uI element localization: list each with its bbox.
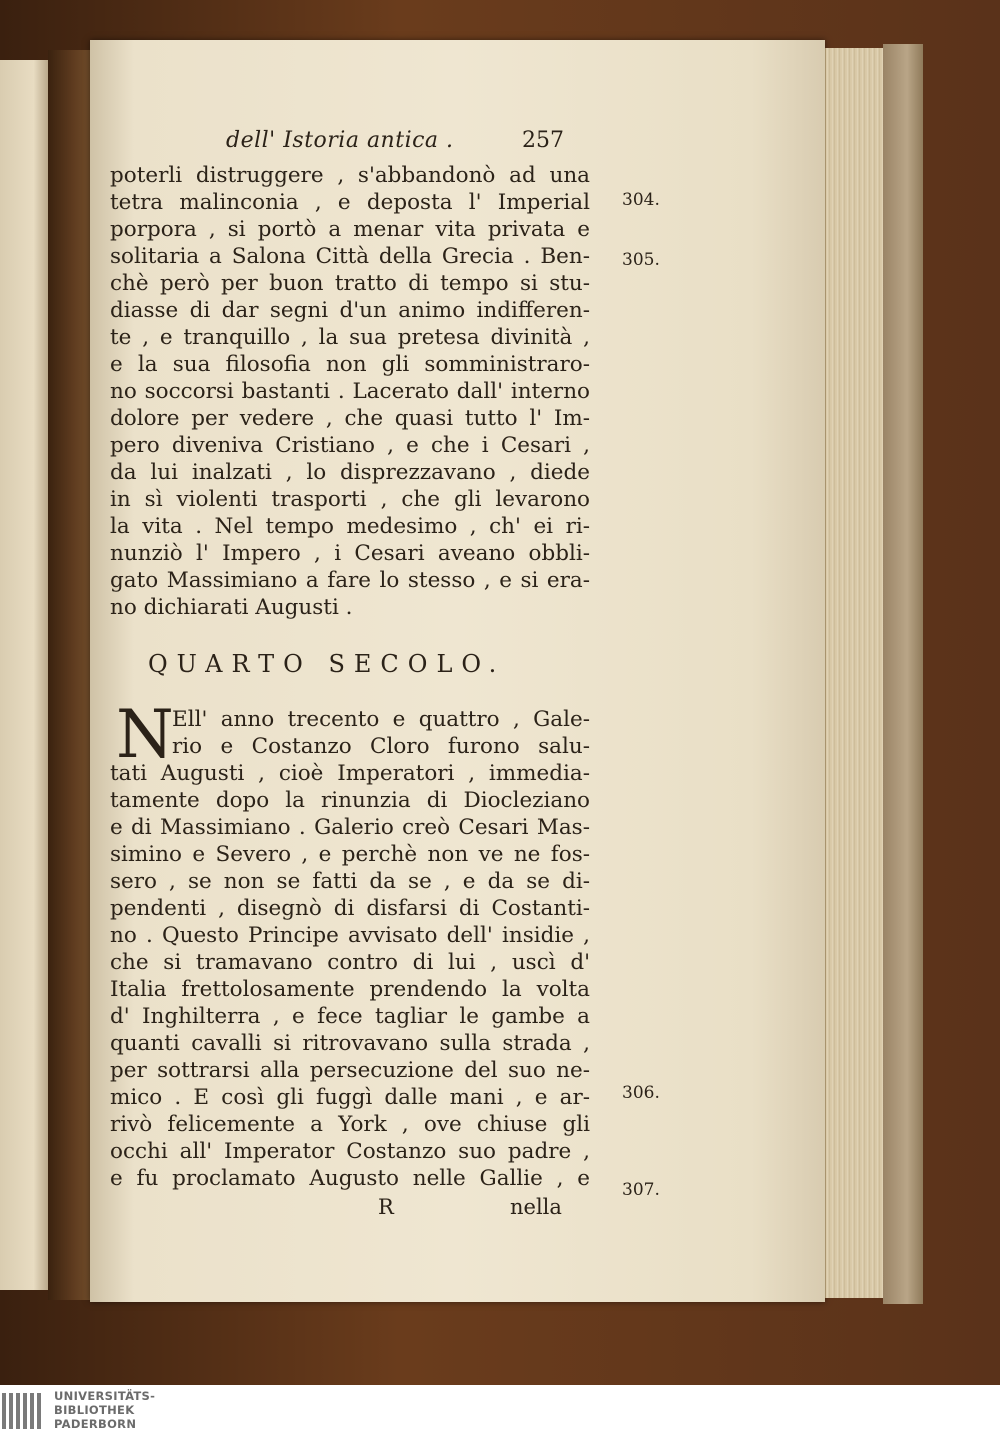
text-line: no soccorsi bastanti . Lacerato dall' interno — [110, 379, 590, 404]
text-line: che si tramavano contro di lui , uscì d' — [110, 950, 590, 975]
facing-page-edge — [0, 60, 50, 1290]
text-line: sero , se non se fatti da se , e da se di- — [110, 869, 590, 894]
text-line: quanti cavalli si ritrovavano sulla strada , — [110, 1031, 590, 1056]
text-line: tati Augusti , cioè Imperatori , immedia- — [110, 761, 590, 786]
text-line: in sì violenti trasporti , che gli levarono — [110, 487, 590, 512]
drop-cap: N — [116, 696, 174, 773]
margin-year: 306. — [622, 1083, 660, 1103]
text-line: e di Massimiano . Galerio creò Cesari Mas- — [110, 815, 590, 840]
signature-mark: R — [378, 1195, 394, 1219]
text-line: diasse di dar segni d'un animo indifferen- — [110, 298, 590, 323]
library-logo-icon — [0, 1391, 48, 1431]
running-head-title: dell' Istoria antica . — [226, 128, 454, 153]
text-line: Italia frettolosamente prendendo la volta — [110, 977, 590, 1002]
text-line: occhi all' Imperator Costanzo suo padre , — [110, 1139, 590, 1164]
text-line: dolore per vedere , che quasi tutto l' Im- — [110, 406, 590, 431]
text-line: mico . E così gli fuggì dalle mani , e ar- — [110, 1085, 590, 1110]
text-line: poterli distruggere , s'abbandonò ad una — [110, 163, 590, 188]
text-line: no dichiarati Augusti . — [110, 595, 353, 620]
text-line: gato Massimiano a fare lo stesso , e si era- — [110, 568, 590, 593]
logo-line: UNIVERSITÄTS- — [54, 1389, 156, 1403]
footer-bar — [0, 1385, 1000, 1437]
text-line: solitaria a Salona Città della Grecia . Ben- — [110, 244, 590, 269]
text-line: te , e tranquillo , la sua pretesa divinità , — [110, 325, 590, 350]
margin-year: 304. — [622, 190, 660, 210]
text-line: tetra malinconia , e deposta l' Imperial — [110, 190, 590, 215]
page-number: 257 — [522, 128, 564, 153]
text-line: d' Inghilterra , e fece tagliar le gambe a — [110, 1004, 590, 1029]
text-line: e la sua filosofia non gli somministraro- — [110, 352, 590, 377]
text-line: rivò felicemente a York , ove chiuse gli — [110, 1112, 590, 1137]
running-head — [226, 128, 596, 164]
logo-line: BIBLIOTHEK — [54, 1403, 135, 1417]
text-line: pendenti , disegnò di disfarsi di Costanti- — [110, 896, 590, 921]
text-line: simino e Severo , e perchè non ve ne fos- — [110, 842, 590, 867]
margin-year: 305. — [622, 250, 660, 270]
book-cover-edge — [883, 44, 923, 1304]
section-heading: QUARTO SECOLO. — [148, 650, 506, 678]
page-edges — [825, 48, 884, 1298]
text-line: da lui inalzati , lo disprezzavano , diede — [110, 460, 590, 485]
library-logo-text — [54, 1389, 155, 1431]
text-line: per sottrarsi alla persecuzione del suo ne- — [110, 1058, 590, 1083]
text-line: porpora , si portò a menar vita privata e — [110, 217, 590, 242]
text-line: tamente dopo la rinunzia di Diocleziano — [110, 788, 590, 813]
text-line: rio e Costanzo Cloro furono salu- — [172, 734, 590, 759]
text-line: pero diveniva Cristiano , e che i Cesari , — [110, 433, 590, 458]
text-line: Ell' anno trecento e quattro , Gale- — [172, 707, 590, 732]
margin-year: 307. — [622, 1180, 660, 1200]
text-line: nunziò l' Impero , i Cesari aveano obbli- — [110, 541, 590, 566]
text-line: la vita . Nel tempo medesimo , ch' ei ri- — [110, 514, 590, 539]
catchword: nella — [510, 1195, 562, 1219]
text-line: no . Questo Principe avvisato dell' insidie , — [110, 923, 590, 948]
logo-line: PADERBORN — [54, 1417, 137, 1431]
text-line: chè però per buon tratto di tempo si stu- — [110, 271, 590, 296]
text-line: e fu proclamato Augusto nelle Gallie , e — [110, 1166, 590, 1191]
